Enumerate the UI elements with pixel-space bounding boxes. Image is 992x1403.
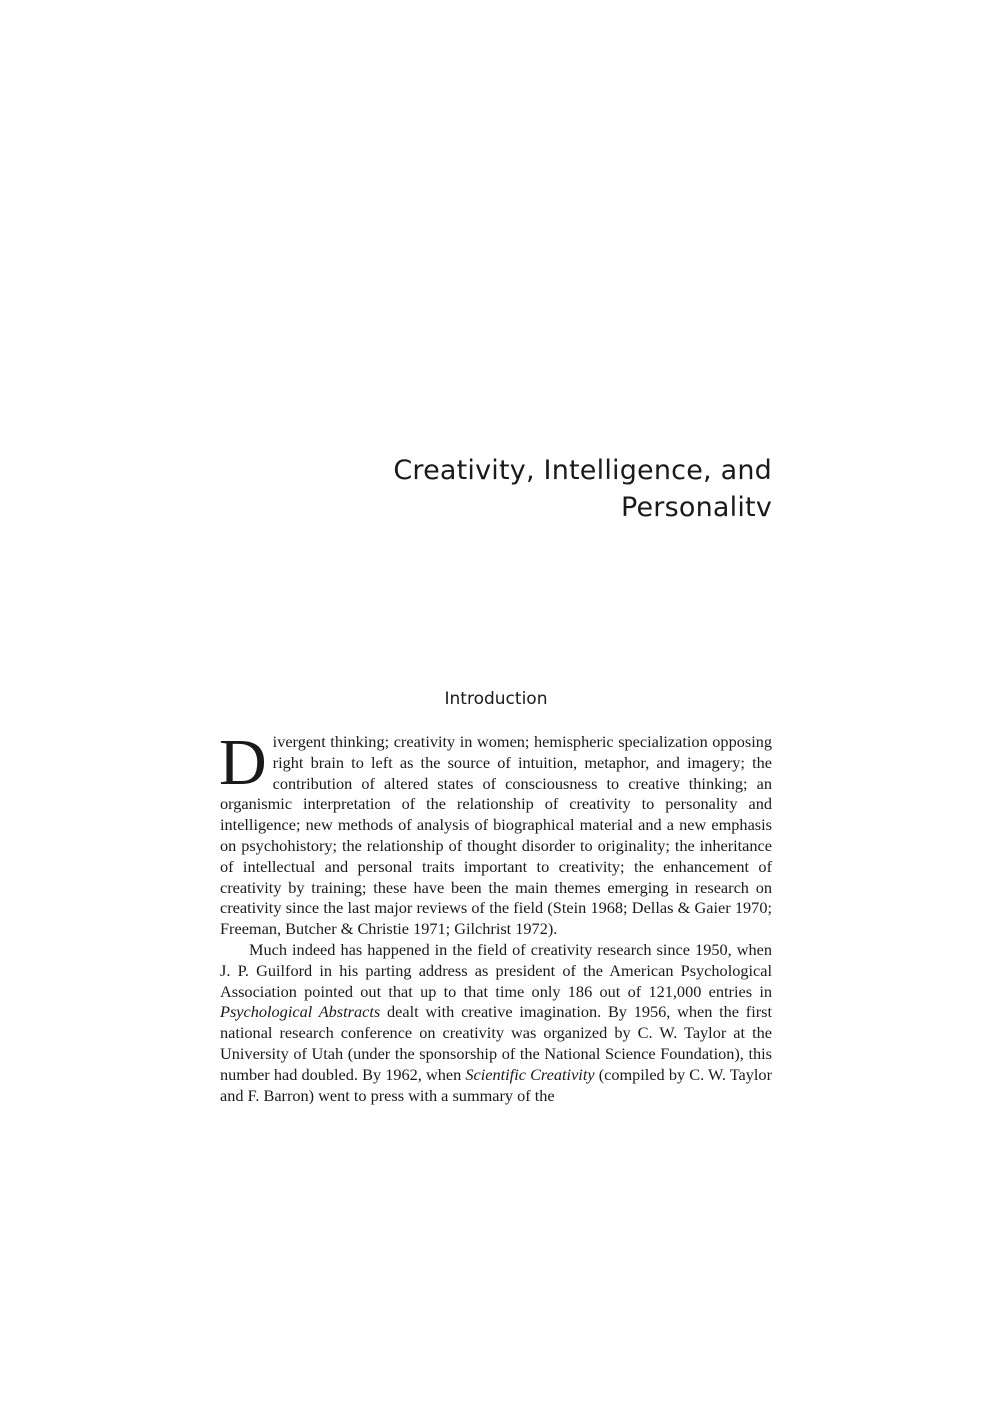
chapter-title-line-1: Creativity, Intelligence, and — [393, 455, 772, 486]
chapter-title — [300, 452, 772, 526]
section-heading: Introduction — [444, 689, 548, 709]
body-text — [219, 726, 772, 1106]
paragraph-1-text: ivergent thinking; creativity in women; hemispheric specialization opposing right brain to left as the source of intuition, metaphor, and imagery; the contribution of altered states of consciousness to creative thinking; an organismic interpretation of the relationship of creativity to personality and intelligence; new methods of analysis of biographical material and a new emphasis on psychohistory; the relationship of thought disorder to originality; the inheritance of intellectual and personal traits important to creativity; the enhancement of creativity by training; these have been the main themes emerging in research on creativity since the last major reviews of the field (Stein 1968; Dellas & Gaier 1970; Freeman, Butcher & Christie 1971; Gilchrist 1972). — [220, 732, 772, 939]
book-title-italic: Scientific Creativity — [465, 1064, 595, 1084]
paragraph-2-text-c: (compiled by C. W. Taylor and F. Barron) went to press with a summary of the — [220, 1064, 772, 1105]
journal-title-italic: Psychological Abstracts — [220, 1002, 381, 1022]
paragraph-1 — [219, 726, 772, 940]
paragraph-2-text-a: Much indeed has happened in the field of creativity research since 1950, when J. P. Guilford in his parting address as president of the American Psychological Association pointed out that up to that time only 186 out of 121,000 entries in — [220, 939, 772, 1001]
drop-cap: D — [219, 726, 267, 799]
paragraph-2-text-b: dealt with creative imagination. By 1956, when the first national research conference on creativity was organized by C. W. Taylor at the University of Utah (under the sponsorship of the National Science Foundation), this number had doubled. By 1962, when — [220, 1002, 772, 1084]
paragraph-2 — [220, 940, 772, 1106]
chapter-title-line-2: Personalitv — [620, 492, 772, 523]
